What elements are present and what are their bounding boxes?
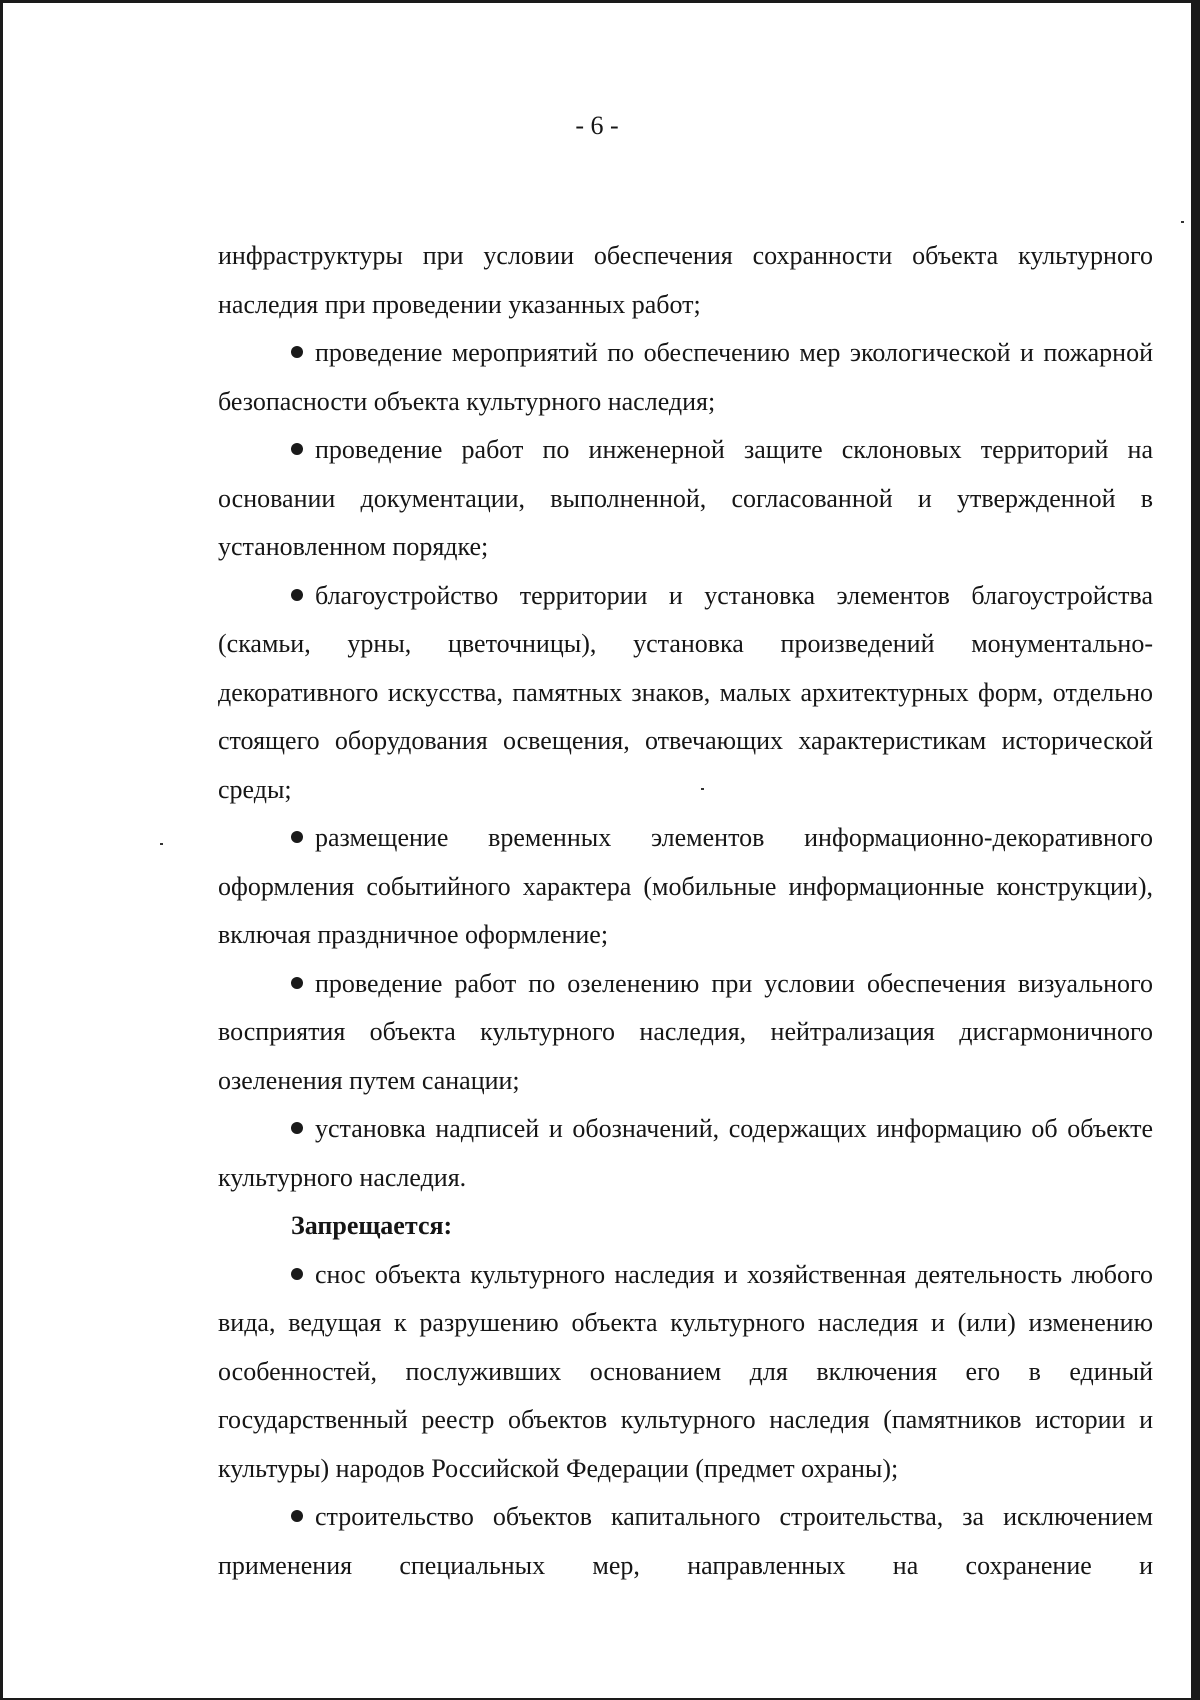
bullet-item (218, 572, 1153, 815)
page-number: - 6 - (575, 111, 619, 140)
bullet-item (218, 426, 1153, 572)
bullet-item (218, 1251, 1153, 1494)
bullet-icon (291, 1122, 303, 1134)
bullet-icon (291, 977, 303, 989)
document-body (218, 232, 1153, 1590)
bullet-text: установка надписей и обозначений, содержащих информацию об объекте культурного наследия. (218, 1114, 1153, 1192)
bullet-item (218, 1493, 1153, 1590)
scan-speck (160, 843, 163, 845)
bullet-icon (291, 443, 303, 455)
paragraph (218, 232, 1153, 329)
bullet-icon (291, 589, 303, 601)
bullet-icon (291, 346, 303, 358)
scan-speck (1181, 221, 1184, 223)
bullet-text: проведение мероприятий по обеспечению мер экологической и пожарной безопасности объекта культурного наследия; (218, 338, 1153, 416)
section-heading: Запрещается: (291, 1211, 453, 1240)
bullet-text: снос объекта культурного наследия и хозяйственная деятельность любого вида, ведущая к разрушению объекта культурного наследия и (или) изменению особенностей, послуживших основанием для включения его в единый государственный реестр объектов культурного наследия (памятников истории и культуры) народов Российской Федерации (предмет охраны); (218, 1259, 1153, 1483)
paragraph-text: инфраструктуры при условии обеспечения сохранности объекта культурного наследия при проведении указанных работ; (218, 241, 1153, 319)
bullet-text: размещение временных элементов информационно-декоративного оформления событийного характера (мобильные информационные конструкции), включая праздничное оформление; (218, 823, 1153, 949)
bullet-text: проведение работ по инженерной защите склоновых территорий на основании документации, выполненной, согласованной и утвержденной в установленном порядке; (218, 435, 1153, 561)
bullet-item (218, 814, 1153, 960)
bullet-text: благоустройство территории и установка элементов благоустройства (скамьи, урны, цветочницы), установка произведений монументально-декоративного искусства, памятных знаков, малых архитектурных форм, отдельно стоящего оборудования освещения, отвечающих характеристикам исторической среды; (218, 580, 1153, 804)
bullet-item (218, 1105, 1153, 1202)
bullet-item (218, 329, 1153, 426)
bullet-text: строительство объектов капитального строительства, за исключением применения специальных мер, направленных на сохранение и (218, 1502, 1153, 1580)
bullet-icon (291, 831, 303, 843)
bullet-text: проведение работ по озеленению при условии обеспечения визуального восприятия объекта культурного наследия, нейтрализация дисгармоничного озеленения путем санации; (218, 968, 1153, 1095)
bullet-icon (291, 1268, 303, 1280)
bullet-icon (291, 1510, 303, 1522)
bullet-item (218, 960, 1153, 1106)
